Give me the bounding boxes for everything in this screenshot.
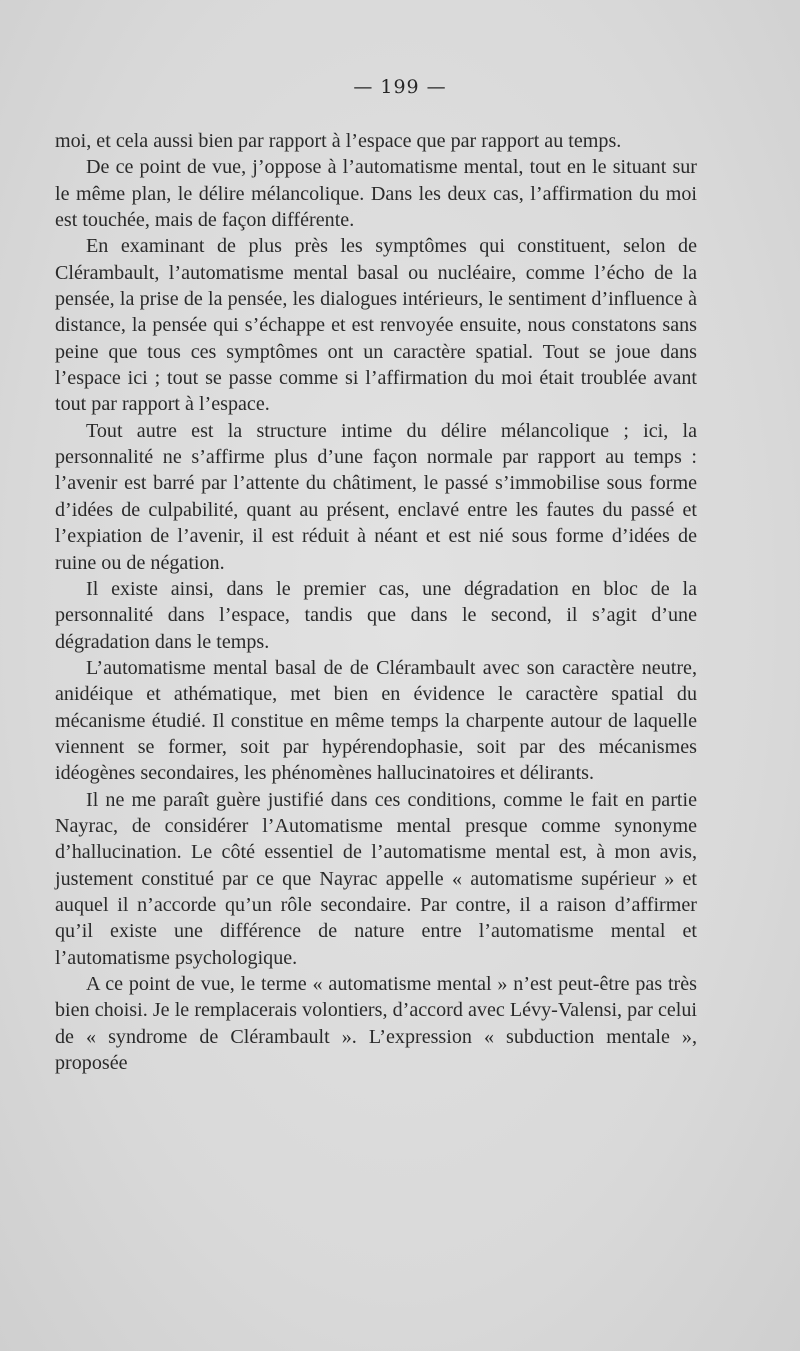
paragraph-degradation: Il existe ainsi, dans le premier cas, une dégradation en bloc de la personnalité dans l’espace, tandis que dans le second, il s’agit d’une dégradation dans le temps. — [55, 577, 697, 653]
paragraph-melancholic-delirium: Tout autre est la structure intime du délire mélancolique ; ici, la personnalité ne s’affirme plus d’une façon normale par rapport au temps : l’avenir est barré par l’attente du châtiment, le passé s’immobilise sous forme d’idées de culpabilité, quant au présent, enclavé entre les fautes du passé et l’expiation de l’avenir, il est réduit à néant et est nié sous forme d’idées de ruine ou de négation. — [55, 419, 697, 574]
paragraph-nayrac: Il ne me paraît guère justifié dans ces conditions, comme le fait en partie Nayrac, de considérer l’Automatisme mental presque comme synonyme d’hallucination. Le côté essentiel de l’automatisme mental est, à mon avis, justement constitué par ce que Nayrac appelle « automatisme supérieur » et auquel il n’accorde qu’un rôle secondaire. Par contre, il a raison d’affirmer qu’il existe une différence de nature entre l’automatisme mental et l’automatisme psychologique. — [55, 788, 697, 969]
paragraph-spatial-symptoms: En examinant de plus près les symptômes qui constituent, selon de Clérambault, l’automatisme mental basal ou nucléaire, comme l’écho de la pensée, la prise de la pensée, les dialogues intérieurs, le sentiment d’influence à distance, la pensée qui s’échappe et est renvoyée ensuite, nous constatons sans peine que tous ces symptômes ont un caractère spatial. Tout se joue dans l’espace ici ; tout se passe comme si l’affirmation du moi était troublée avant tout par rapport à l’espace. — [55, 235, 697, 416]
body-text — [55, 128, 697, 1076]
paragraph-continuation: moi, et cela aussi bien par rapport à l’espace que par rapport au temps. — [55, 130, 622, 152]
paragraph-basal-automatism: L’automatisme mental basal de de Clérambault avec son caractère neutre, anidéique et athématique, met bien en évidence le caractère spatial du mécanisme étudié. Il constitue en même temps la charpente autour de laquelle viennent se former, soit par hypérendophasie, soit par des mécanismes idéogènes secondaires, les phénomènes hallucinatoires et délirants. — [55, 656, 697, 785]
page-number: — 199 — — [353, 76, 447, 98]
paragraph-opposition: De ce point de vue, j’oppose à l’automatisme mental, tout en le situant sur le même plan, le délire mélancolique. Dans les deux cas, l’affirmation du moi est touchée, mais de façon différente. — [55, 156, 697, 232]
paragraph-terminology: A ce point de vue, le terme « automatisme mental » n’est peut-être pas très bien choisi. Je le remplacerais volontiers, d’accord avec Lévy-Valensi, par celui de « syndrome de Clérambault ». L’expression « subduction mentale », proposée — [55, 973, 697, 1075]
